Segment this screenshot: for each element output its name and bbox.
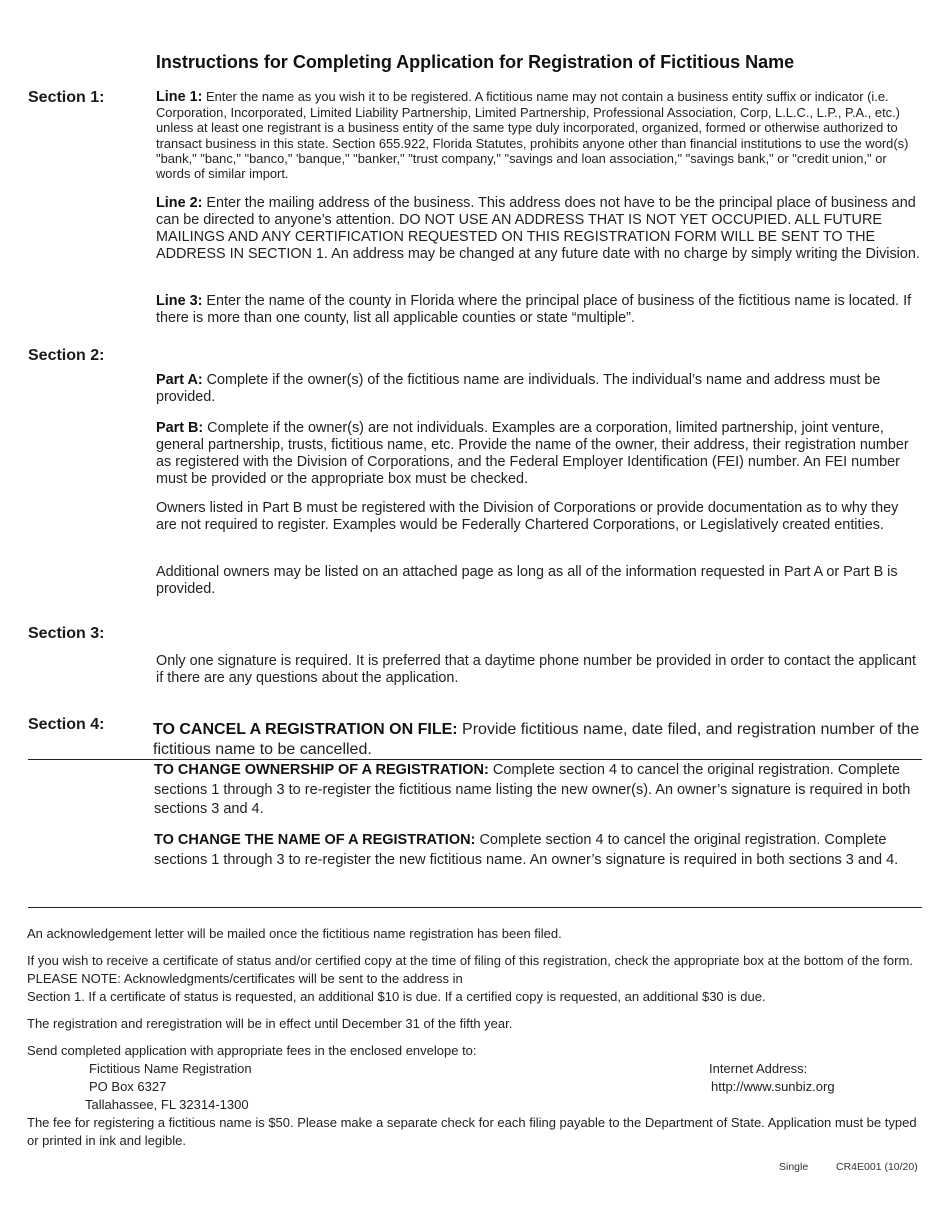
section-2-part-b xyxy=(156,420,920,488)
name-change-label: TO CHANGE THE NAME OF A REGISTRATION: xyxy=(154,832,476,848)
cancel-text: Provide fictitious name, date filed, and registration number of the fictitious name to be cancelled. xyxy=(153,721,920,758)
section-2-owners-note: Owners listed in Part B must be registered with the Division of Corporations or provide documentation as to why they are not required to register. Examples would be Federally Chartered Corporations, or Legislatively created entities. xyxy=(156,500,899,533)
section-1-line-3 xyxy=(156,293,920,327)
page-title: Instructions for Completing Application for Registration of Fictitious Name xyxy=(155,52,795,72)
section-4-change-ownership xyxy=(154,761,920,820)
section-3-text: Only one signature is required. It is preferred that a daytime phone number be provided in order to contact the applicant if there are any questions about the application. xyxy=(156,653,916,686)
form-code: CR4E001 (10/20) xyxy=(836,1161,918,1173)
section-2-part-a xyxy=(156,372,920,406)
section-2-label: Section 2: xyxy=(28,347,105,364)
cancel-label: TO CANCEL A REGISTRATION ON FILE: xyxy=(153,721,458,738)
name-change-text: Complete section 4 to cancel the original registration. Complete sections 1 through 3 to re-register the new fictitious name. An owner’s signature is required in both sections 3 and 4. xyxy=(154,832,899,868)
fee-note: The fee for registering a fictitious name is $50. Please make a separate check for each filing payable to the Department of State. Application must be typed or printed in ink and legible. xyxy=(27,1115,917,1148)
address-line-2: PO Box 6327 xyxy=(89,1079,167,1094)
certificate-note-line-1: If you wish to receive a certificate of status and/or certified copy at the time of filing of this registration, check the appropriate box at the bottom of the form. PLEASE NOTE: Acknowledgments/certificates will be sent to the address in xyxy=(27,953,913,986)
section-4-change-name xyxy=(154,831,920,870)
line-3-label: Line 3: xyxy=(156,293,203,309)
line-2-label: Line 2: xyxy=(156,195,203,211)
internet-address-link[interactable]: http://www.sunbiz.org xyxy=(711,1079,835,1094)
footer-divider xyxy=(28,907,922,908)
section-1-line-1 xyxy=(156,89,920,181)
section-1-label: Section 1: xyxy=(28,89,105,106)
line-1-text: Enter the name as you wish it to be registered. A fictitious name may not contain a business entity suffix or indicator (i.e. Corporation, Incorporated, Limited Liability Partnership, Limited Partnership, Professional Association, Corp, L.L.C., L.P., P.A., etc.) unless at least one registrant is a business entity of the same type duly incorporated, organized, formed or otherwise authorized to transact business in this state. Section 655.922, Florida Statutes, prohibits anyone other than financial institutions to use the word(s) "bank," "banc," "banco," 'banque," "banker," "trust company," "savings and loan association," "savings bank," or "credit union," or words of similar import. xyxy=(156,89,909,182)
send-note: Send completed application with appropriate fees in the enclosed envelope to: xyxy=(27,1043,477,1058)
certificate-note xyxy=(27,952,923,1006)
address-line-1: Fictitious Name Registration xyxy=(89,1061,252,1076)
part-a-text: Complete if the owner(s) of the fictitious name are individuals. The individual’s name and address must be provided. xyxy=(156,372,881,405)
acknowledgement-note: An acknowledgement letter will be mailed once the fictitious name registration has been filed. xyxy=(27,926,562,941)
part-a-label: Part A: xyxy=(156,372,203,388)
effect-note: The registration and reregistration will be in effect until December 31 of the fifth year. xyxy=(27,1016,513,1031)
certificate-note-line-2: Section 1. If a certificate of status is requested, an additional $10 is due. If a certified copy is requested, an additional $30 is due. xyxy=(27,989,766,1004)
ownership-label: TO CHANGE OWNERSHIP OF A REGISTRATION: xyxy=(154,762,489,778)
line-2-text: Enter the mailing address of the business. This address does not have to be the principal place of business and can be directed to anyone’s attention. DO NOT USE AN ADDRESS THAT IS NOT YET OCCUPIED. ALL FUTURE MAILINGS AND ANY CERTIFICATION REQUESTED ON THIS REGISTRATION FORM WILL BE SENT TO THE ADDRESS IN SECTION 1. An address may be changed at any future date with no charge by simply writing the Division. xyxy=(156,195,920,262)
line-3-text: Enter the name of the county in Florida where the principal place of business of the fictitious name is located. If there is more than one county, list all applicable counties or state “multiple”. xyxy=(156,293,912,326)
part-b-label: Part B: xyxy=(156,420,204,436)
section-1-line-2 xyxy=(156,195,920,263)
internet-address-label: Internet Address: xyxy=(709,1061,808,1076)
section-3-label: Section 3: xyxy=(28,625,105,642)
section-2-additional-owners: Additional owners may be listed on an attached page as long as all of the information requested in Part A or Part B is provided. xyxy=(156,564,898,597)
part-b-text: Complete if the owner(s) are not individuals. Examples are a corporation, limited partnership, joint venture, general partnership, trusts, fictitious name, etc. Provide the name of the owner, their address, their registration number as registered with the Division of Corporations, and the Federal Employer Identification (FEI) number. An FEI number must be provided or the appropriate box must be checked. xyxy=(156,420,909,487)
section-4-divider xyxy=(28,759,922,760)
line-1-label: Line 1: xyxy=(156,89,203,105)
form-type: Single xyxy=(779,1161,809,1173)
address-line-3: Tallahassee, FL 32314-1300 xyxy=(85,1097,249,1112)
section-4-label: Section 4: xyxy=(28,716,105,733)
section-4-cancel xyxy=(153,720,923,760)
ownership-text: Complete section 4 to cancel the original registration. Complete sections 1 through 3 to re-register the fictitious name listing the new owner(s). An owner’s signature is required in both sections 3 and 4. xyxy=(154,762,911,817)
